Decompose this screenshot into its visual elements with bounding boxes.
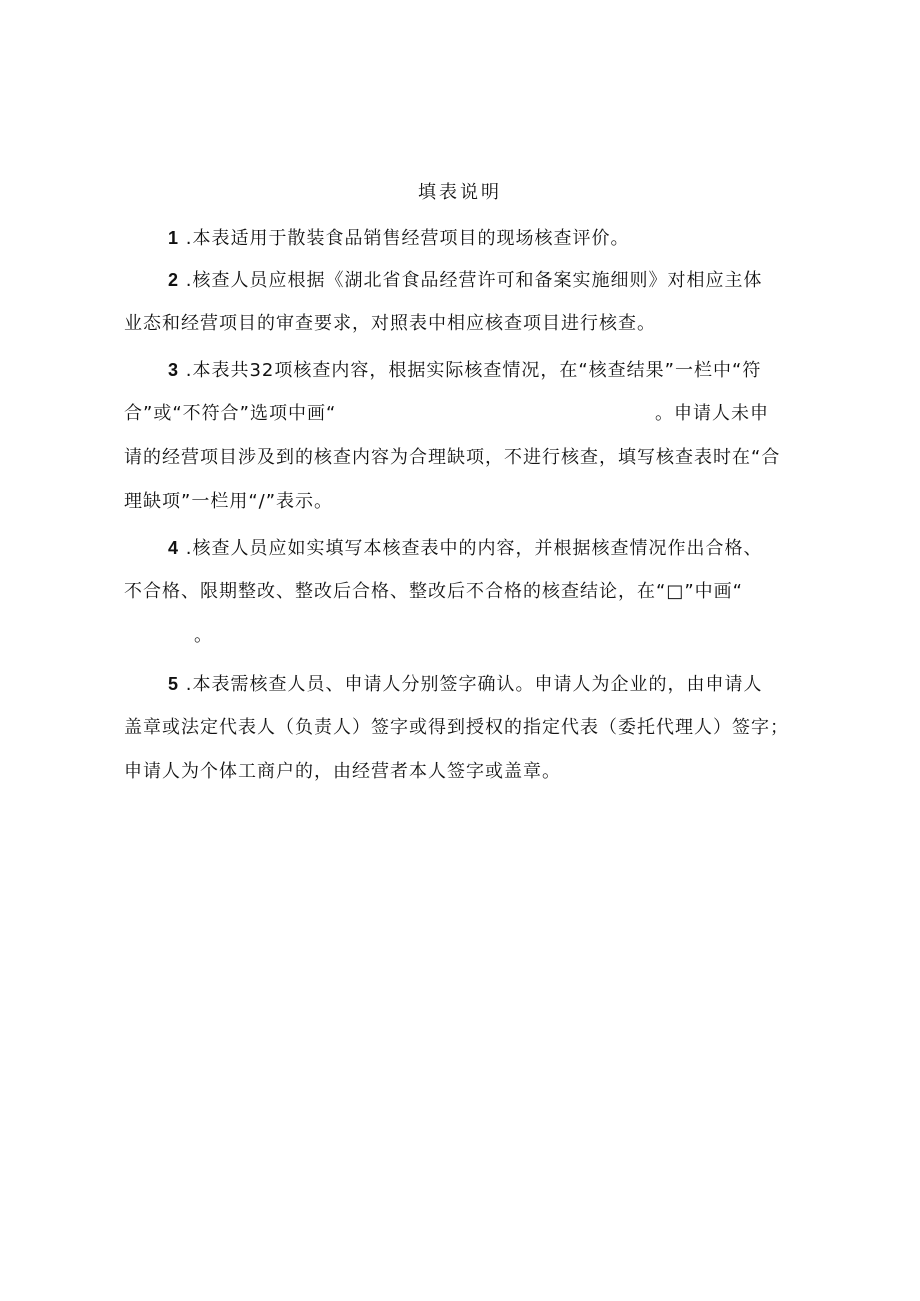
item-5-number: 5 xyxy=(168,674,180,694)
item-3-line-1: 3 .本表共32项核查内容，根据实际核查情况，在“核查结果”一栏中“符 xyxy=(168,360,762,381)
item-3-number: 3 xyxy=(168,360,180,380)
item-3-line-4: 理缺项”一栏用“/”表示。 xyxy=(124,491,334,512)
item-4-line-3: 。 xyxy=(194,625,213,646)
item-2-line-1: 2 .核查人员应根据《湖北省食品经营许可和备案实施细则》对相应主体 xyxy=(168,270,763,291)
item-3-line-2a: 合”或“不符合”选项中画“ xyxy=(124,403,337,424)
item-5-line-2: 盖章或法定代表人（负责人）签字或得到授权的指定代表（委托代理人）签字； xyxy=(124,717,789,738)
item-4-number: 4 xyxy=(168,538,180,558)
item-5-line-1: 5 .本表需核查人员、申请人分别签字确认。申请人为企业的，由申请人 xyxy=(168,674,763,695)
item-1-line-1: 1 .本表适用于散装食品销售经营项目的现场核查评价。 xyxy=(168,228,630,249)
item-3-line-3: 请的经营项目涉及到的核查内容为合理缺项，不进行核查，填写核查表时在“合 xyxy=(124,447,781,468)
item-2-line-2: 业态和经营项目的审查要求，对照表中相应核查项目进行核查。 xyxy=(124,313,656,334)
item-1-number: 1 xyxy=(168,228,180,248)
item-2-number: 2 xyxy=(168,270,180,290)
item-4-line-2: 不合格、限期整改、整改后合格、整改后不合格的核查结论，在“□”中画“ xyxy=(124,581,743,602)
document-title: 填表说明 xyxy=(418,182,502,203)
item-4-line-1: 4 .核查人员应如实填写本核查表中的内容，并根据核查情况作出合格、 xyxy=(168,538,763,559)
item-5-line-3: 申请人为个体工商户的，由经营者本人签字或盖章。 xyxy=(124,761,561,782)
item-3-line-2b: 。申请人未申 xyxy=(655,403,769,424)
